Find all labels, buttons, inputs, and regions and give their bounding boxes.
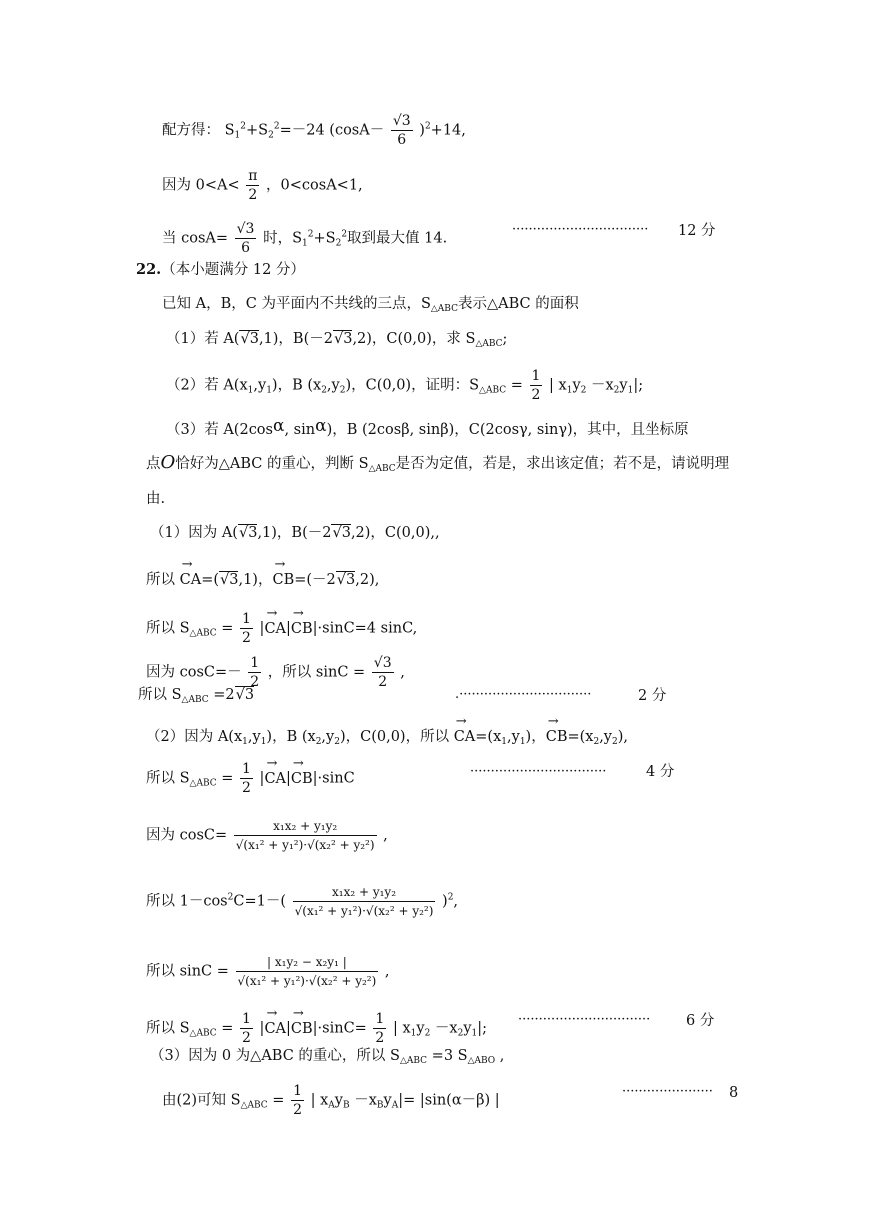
score-8: 8: [729, 1085, 739, 1101]
solution-1-line-1: （1）因为 A(√3,1)，B(－2√3,2)，C(0,0),,: [150, 525, 440, 541]
fraction: $\frac{\text{x₁x₂ + y₁y₂}}{\text{√(x₁² + y₁²)·√(x₂² + y₂²)}}$: [294, 885, 434, 918]
fraction: $\frac{1}{2}$: [242, 761, 251, 796]
question-stem: 已知 A，B，C 为平面内不共线的三点，$S_{\triangle ABC}$表示△ABC 的面积: [162, 296, 579, 314]
question-22-header: 22.（本小题满分 12 分）: [136, 261, 305, 278]
score-leader: ································: [518, 1012, 651, 1027]
solution-1-line-2: 所以 → CA=(√3,1)，→ CB=(－2√3,2),: [146, 570, 379, 590]
score-leader: .································: [455, 687, 592, 702]
fraction: $\frac{1}{2}$: [250, 655, 260, 690]
score-4: 4 分: [646, 764, 675, 780]
score-6: 6 分: [686, 1013, 715, 1029]
line-completing-square: 配方得： $S_1^2+S_2^2=-24$ (cosA－ $\frac{√3}{6}$ )$^2$+14,: [162, 113, 466, 148]
score-leader: ······················: [622, 1084, 713, 1099]
fraction: $\frac{1}{2}$: [531, 368, 541, 403]
fraction: $\frac{1}{2}$: [293, 1083, 302, 1118]
solution-1-line-4: 因为 cosC=－ $\frac{1}{2}$ ，所以 sinC = $\frac{√3}{2}$ ,: [146, 655, 405, 690]
line-range-A: 因为 0<A< $\frac{\pi}{2}$ ，0<cosA<1,: [162, 168, 363, 203]
part-3-end: 由.: [146, 491, 166, 507]
solution-2-line-1: （2）因为 $A(x_1,y_1)$，B $(x_2,y_2)$，C(0,0)，所以 → $CA=(x_1,y_1)$，→ $CB=(x_2,y_2)$,: [146, 727, 628, 752]
part-3: （3）若 A(2cosα, sinα)，B (2cosβ, sinβ)，C(2cosγ, sinγ)，其中，且坐标原: [166, 416, 689, 438]
fraction: $\frac{√3}{6}$: [392, 113, 411, 148]
part-2: （2）若 $A(x_1,y_1)$，B $(x_2,y_2)$，C(0,0)，证明：$S_{\triangle ABC}$ = $\frac{1}{2}$ | $x_1y_2 -x_2y_1|$;: [166, 368, 644, 403]
fraction: $\frac{1}{2}$: [242, 1011, 251, 1046]
solution-3-line-2: 由(2)可知 $S_{\triangle ABC}$ = $\frac{1}{2}$ | $x_Ay_B -x_By_A|= |\sin(\alpha-\beta)$ |: [162, 1083, 500, 1118]
fraction: $\frac{√3}{6}$: [236, 221, 255, 256]
solution-3-line-1: （3）因为 0 为△ABC 的重心，所以 $S_{\triangle ABC} =3$ $S_{\triangle ABO}$ ,: [150, 1048, 505, 1066]
fraction: $\frac{\pi}{2}$: [248, 168, 258, 203]
score-2: 2 分: [638, 688, 667, 704]
fraction: $\frac{1}{2}$: [242, 611, 251, 646]
score-leader: ·································: [470, 764, 607, 779]
fraction: $\frac{1}{2}$: [375, 1011, 385, 1046]
solution-1-result: 所以 $S_{\triangle ABC} =2√3$: [138, 687, 255, 705]
part-3-cont: 点O恰好为△ABC 的重心，判断 $S_{\triangle ABC}$是否为定值，若是，求出该定值；若不是，请说明理: [146, 452, 730, 474]
solution-2-line-2: 所以 $S_{\triangle ABC}$ = $\frac{1}{2}$ |→ CA|→ CB|·sinC: [146, 760, 355, 797]
score-12: 12 分: [678, 223, 716, 239]
solution-2-sinC: 所以 sinC = $\frac{\text{| x₁y₂ − x₂y₁ |}}{\text{√(x₁² + y₁²)·√(x₂² + y₂²)}}$ ,: [146, 955, 390, 988]
fraction: $\frac{√3}{2}$: [373, 655, 392, 690]
solution-1-line-3: 所以 $S_{\triangle ABC}$ = $\frac{1}{2}$ |→ CA|→ CB|·sinC=4 sinC,: [146, 610, 417, 647]
fraction: $\frac{\text{| x₁y₂ − x₂y₁ |}}{\text{√(x₁² + y₁²)·√(x₂² + y₂²)}}$: [237, 955, 377, 988]
score-leader: ·································: [512, 222, 649, 237]
solution-2-sin-squared: 所以 $1-\cos^2C=1-$( $\frac{\text{x₁x₂ + y₁y₂}}{\text{√(x₁² + y₁²)·√(x₂² + y₂²)}}$ )$^2$,: [146, 885, 459, 918]
line-max-value: 当 cosA= $\frac{√3}{6}$ 时，$S_1^2+S_2^2$取到最大值 14.: [162, 221, 448, 256]
solution-2-cosC: 因为 cosC= $\frac{\text{x₁x₂ + y₁y₂}}{\text{√(x₁² + y₁²)·√(x₂² + y₂²)}}$ ,: [146, 819, 388, 852]
fraction: $\frac{\text{x₁x₂ + y₁y₂}}{\text{√(x₁² + y₁²)·√(x₂² + y₂²)}}$: [235, 819, 375, 852]
part-1: （1）若 A(√3,1)，B(－2√3,2)，C(0,0)，求 $S_{\triangle ABC}$;: [166, 331, 508, 349]
solution-2-result: 所以 $S_{\triangle ABC}$ = $\frac{1}{2}$ |→ CA|→ CB|·sinC= $\frac{1}{2}$ | $x_1y_2 -x_2y_1|$;: [146, 1010, 487, 1047]
